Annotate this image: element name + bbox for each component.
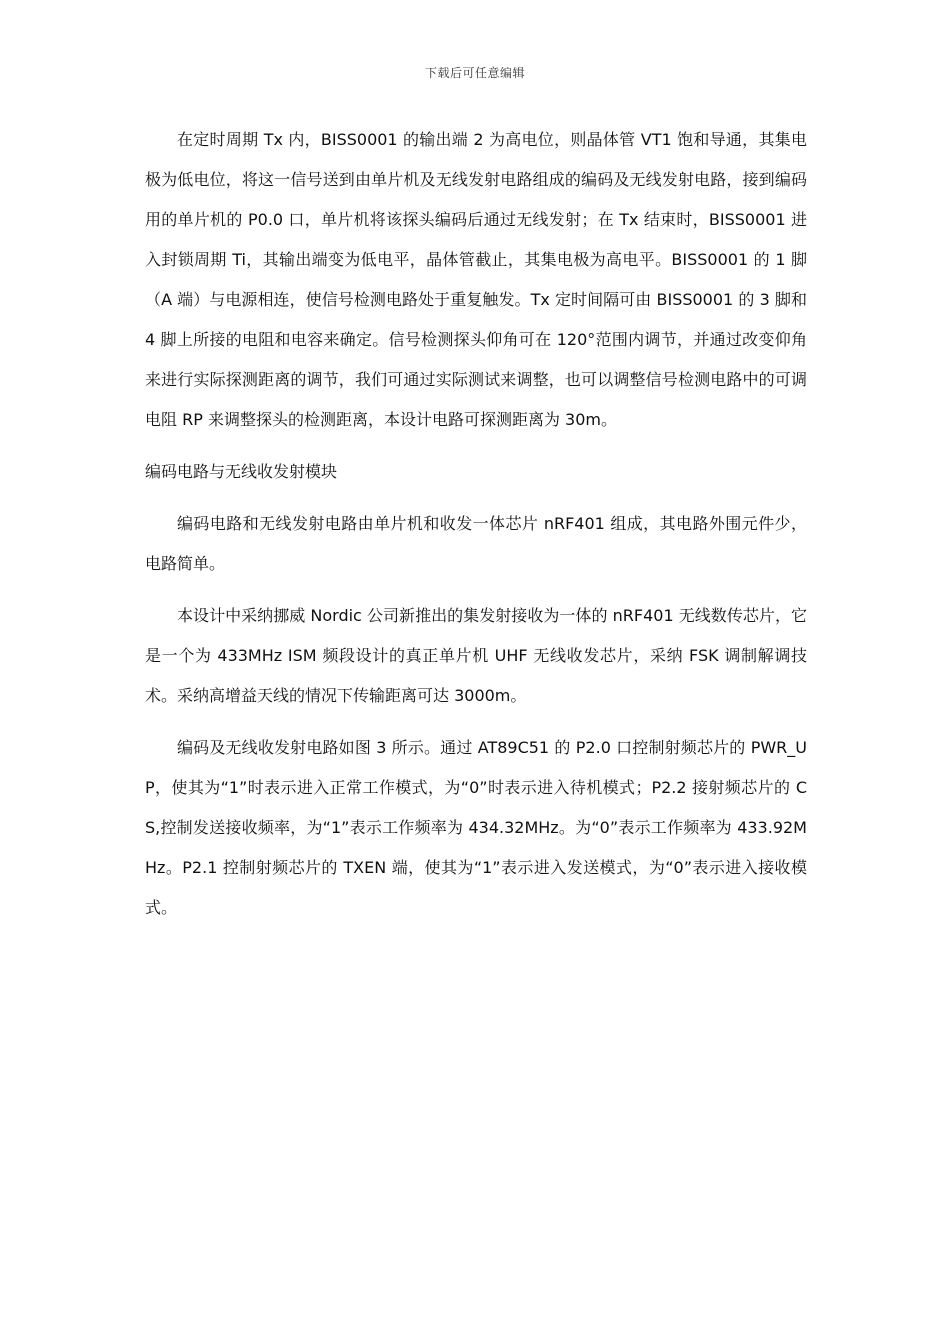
body-paragraph: 编码及无线收发射电路如图 3 所示。通过 AT89C51 的 P2.0 口控制射频芯片的 PWR_UP，使其为“1”时表示进入正常工作模式，为“0”时表示进入待机模式；P2.2 接射频芯片的 CS,控制发送接收频率，为“1”表示工作频率为 434.32MHz。为“0”表示工作频率为 433.92MHz。P2.1 控制射频芯片的 TXEN 端，使其为“1”表示进入发送模式，为“0”表示进入接收模式。: [145, 738, 807, 917]
section-heading: 编码电路与无线收发射模块: [145, 462, 338, 481]
body-paragraph: 在定时周期 Tx 内，BISS0001 的输出端 2 为高电位，则晶体管 VT1 饱和导通，其集电极为低电位，将这一信号送到由单片机及无线发射电路组成的编码及无线发射电路，接到编码用的单片机的 P0.0 口，单片机将该探头编码后通过无线发射；在 Tx 结束时，BISS0001 进入封锁周期 Ti，其输出端变为低电平，晶体管截止，其集电极为高电平。BISS0001 的 1 脚（A 端）与电源相连，使信号检测电路处于重复触发。Tx 定时间隔可由 BISS0001 的 3 脚和 4 脚上所接的电阻和电容来确定。信号检测探头仰角可在 120°范围内调节，并通过改变仰角来进行实际探测距离的调节，我们可通过实际测试来调整，也可以调整信号检测电路中的可调电阻 RP 来调整探头的检测距离，本设计电路可探测距离为 30m。: [145, 130, 807, 429]
body-paragraph: 编码电路和无线发射电路由单片机和收发一体芯片 nRF401 组成，其电路外围元件少，电路简单。: [145, 514, 807, 573]
body-paragraph: 本设计中采纳挪威 Nordic 公司新推出的集发射接收为一体的 nRF401 无线数传芯片，它是一个为 433MHz ISM 频段设计的真正单片机 UHF 无线收发芯片，采纳 FSK 调制解调技术。采纳高增益天线的情况下传输距离可达 3000m。: [145, 606, 807, 705]
page-header: 下载后可任意编辑: [424, 66, 525, 80]
document-body: [145, 120, 807, 940]
